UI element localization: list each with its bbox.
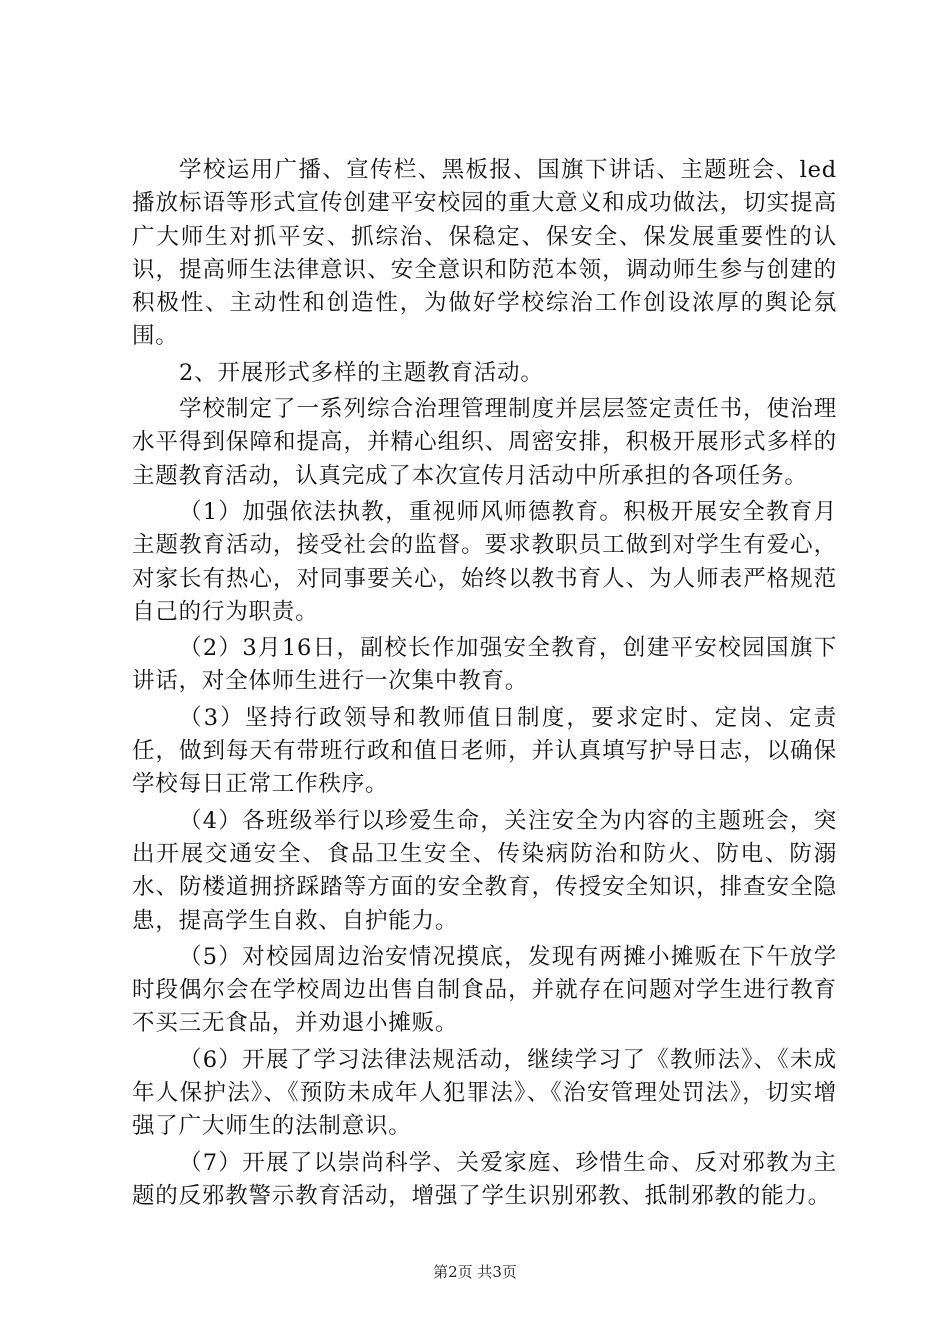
- list-item-7: （7）开展了以崇尚科学、关爱家庭、珍惜生命、反对邪教为主题的反邪教警示教育活动，增强了学生识别邪教、抵制邪教的能力。: [132, 1149, 837, 1209]
- list-item-3: （3）坚持行政领导和教师值日制度，要求定时、定岗、定责任，做到每天有带班行政和值日老师，并认真填写护导日志，以确保学校每日正常工作秩序。: [132, 704, 837, 798]
- list-item-2: （2）3月16日，副校长作加强安全教育，创建平安校园国旗下讲话，对全体师生进行一次集中教育。: [132, 635, 837, 695]
- list-item-4: （4）各班级举行以珍爱生命，关注安全为内容的主题班会，突出开展交通安全、食品卫生安全、传染病防治和防火、防电、防溺水、防楼道拥挤踩踏等方面的安全教育，传授安全知识，排查安全隐患，提高学生自救、自护能力。: [132, 807, 837, 934]
- paragraph-management-system: 学校制定了一系列综合治理管理制度并层层签定责任书，使治理水平得到保障和提高，并精心组织、周密安排，积极开展形式多样的主题教育活动，认真完成了本次宣传月活动中所承担的各项任务。: [132, 396, 837, 489]
- document-body: [132, 154, 837, 1216]
- section-heading-themed-activities: 2、开展形式多样的主题教育活动。: [179, 359, 544, 386]
- page-number-footer: 第2页 共3页: [433, 1263, 517, 1281]
- list-item-5: （5）对校园周边治安情况摸底，发现有两摊小摊贩在下午放学时段偶尔会在学校周边出售自制食品，并就存在问题对学生进行教育不买三无食品，并劝退小摊贩。: [132, 943, 837, 1037]
- list-item-6: （6）开展了学习法律法规活动，继续学习了《教师法》、《未成年人保护法》、《预防未成年人犯罪法》、《治安管理处罚法》，切实增强了广大师生的法制意识。: [132, 1046, 837, 1140]
- list-item-1: （1）加强依法执教，重视师风师德教育。积极开展安全教育月主题教育活动，接受社会的监督。要求教职员工做到对学生有爱心，对家长有热心，对同事要关心，始终以教书育人、为人师表严格规范自己的行为职责。: [132, 498, 837, 625]
- paragraph-publicity: 学校运用广播、宣传栏、黑板报、国旗下讲话、主题班会、led播放标语等形式宣传创建平安校园的重大意义和成功做法，切实提高广大师生对抓平安、抓综治、保稳定、保安全、保发展重要性的认识，提高师生法律意识、安全意识和防范本领，调动师生参与创建的积极性、主动性和创造性，为做好学校综治工作创设浓厚的舆论氛围。: [132, 157, 837, 350]
